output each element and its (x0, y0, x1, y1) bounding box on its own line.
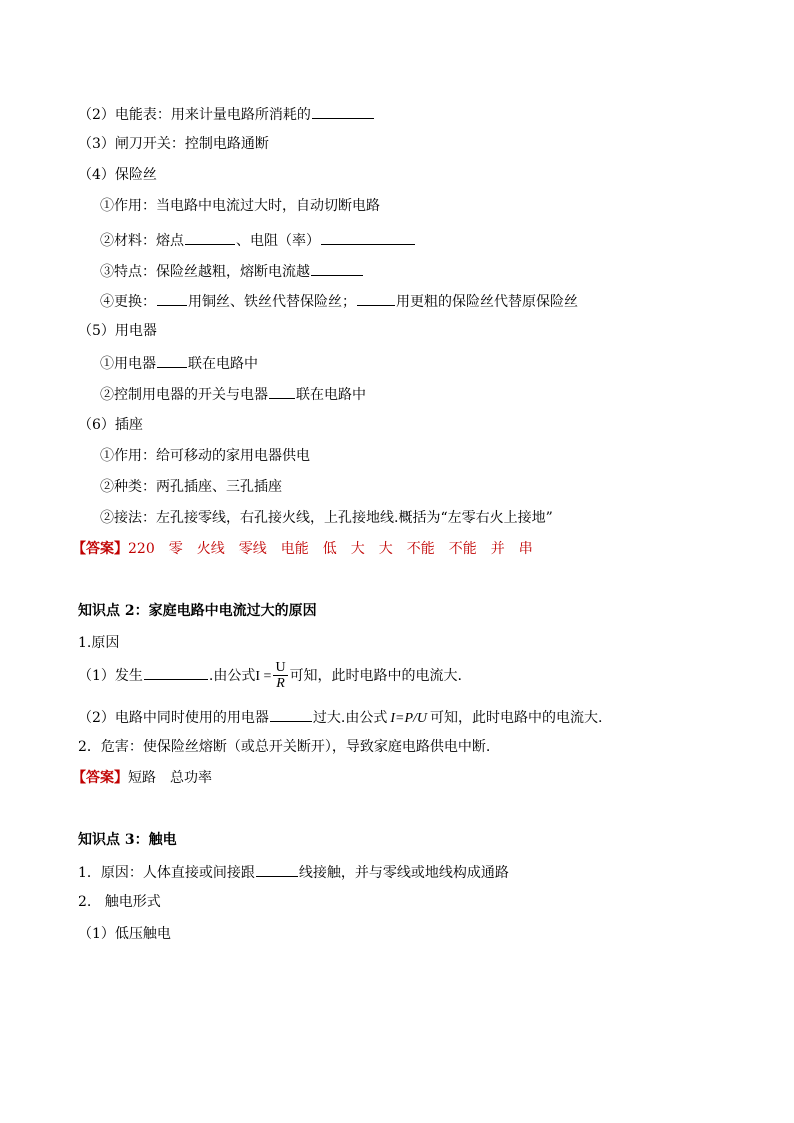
reason-1: （1）发生 .由公式I = $\frac{U}{R}$ 可知，此时电路中的电流大. (78, 660, 463, 691)
item-3-knife-switch: （3）闸刀开关：控制电路通断 (78, 136, 269, 152)
socket-function: ①作用：给可移动的家用电器供电 (100, 448, 310, 464)
formula-lhs: I = (255, 669, 272, 684)
answer-word: 并 (490, 541, 505, 557)
answer-word: 不能 (448, 541, 477, 557)
answer-words (128, 541, 547, 557)
answer-word: 短路 (128, 770, 156, 786)
socket-types: ②种类：两孔插座、三孔插座 (100, 479, 282, 495)
answer-blank (357, 291, 395, 306)
item-5-appliance-title: （5）用电器 (78, 323, 157, 339)
answer-line-2 (72, 769, 226, 787)
answer-tag: 【答案】 (72, 770, 128, 786)
answer-word: 总功率 (170, 770, 212, 786)
fuse-material: ②材料：熔点 、电阻（率） (100, 230, 416, 250)
shock-cause: 1．原因：人体直接或间接跟 线接触，并与零线或地线构成通路 (78, 862, 509, 882)
low-voltage-shock: （1）低压触电 (78, 926, 171, 942)
reason-2: （2）电路中同时使用的用电器 过大.由公式 I=P/U 可知，此时电路中的电流大. (78, 707, 603, 728)
reason-title: 1.原因 (78, 635, 120, 651)
formula: I=P/U (390, 711, 428, 726)
fraction-u-over-r: $\frac{U}{R}$ (275, 660, 286, 691)
answer-blank (157, 353, 187, 368)
answer-word: 零 (168, 541, 183, 557)
answer-blank (311, 261, 363, 276)
answer-blank (321, 230, 415, 245)
switch-connection: ②控制用电器的开关与电器 联在电路中 (100, 384, 366, 404)
shock-forms: 2. 触电形式 (78, 894, 161, 910)
fuse-function: ①作用：当电路中电流过大时，自动切断电路 (100, 198, 380, 214)
answer-word: 220 (128, 541, 155, 557)
answer-blank (270, 707, 312, 722)
answer-blank (185, 230, 235, 245)
answer-word: 电能 (280, 541, 309, 557)
answer-word: 大 (350, 541, 365, 557)
answer-word: 低 (322, 541, 337, 557)
answer-word: 大 (378, 541, 393, 557)
answer-blank (256, 862, 298, 877)
danger-line: 2．危害：使保险丝熔断（或总开关断开），导致家庭电路供电中断. (78, 739, 491, 755)
answer-word: 零线 (238, 541, 267, 557)
item-6-socket-title: （6）插座 (78, 417, 143, 433)
item-4-fuse-title: （4）保险丝 (78, 167, 157, 183)
answer-word: 火线 (196, 541, 225, 557)
fuse-feature: ③特点：保险丝越粗，熔断电流越 (100, 261, 364, 281)
answer-words (128, 770, 226, 786)
section-3-heading: 知识点 3：触电 (78, 832, 177, 848)
item-2-energy-meter: （2）电能表：用来计量电路所消耗的 (78, 104, 375, 124)
answer-line-1 (72, 540, 547, 558)
answer-blank (269, 384, 295, 399)
answer-word: 串 (518, 541, 533, 557)
answer-tag: 【答案】 (72, 541, 128, 557)
section-2-heading: 知识点 2：家庭电路中电流过大的原因 (78, 603, 317, 619)
appliance-connection: ①用电器 联在电路中 (100, 353, 258, 373)
socket-wiring: ②接法：左孔接零线，右孔接火线，上孔接地线.概括为“左零右火上接地” (100, 510, 553, 526)
answer-blank (144, 665, 208, 680)
fuse-replace: ④更换： 用铜丝、铁丝代替保险丝； 用更粗的保险丝代替原保险丝 (100, 291, 578, 311)
answer-blank (312, 104, 374, 119)
answer-blank (157, 291, 187, 306)
answer-word: 不能 (406, 541, 435, 557)
